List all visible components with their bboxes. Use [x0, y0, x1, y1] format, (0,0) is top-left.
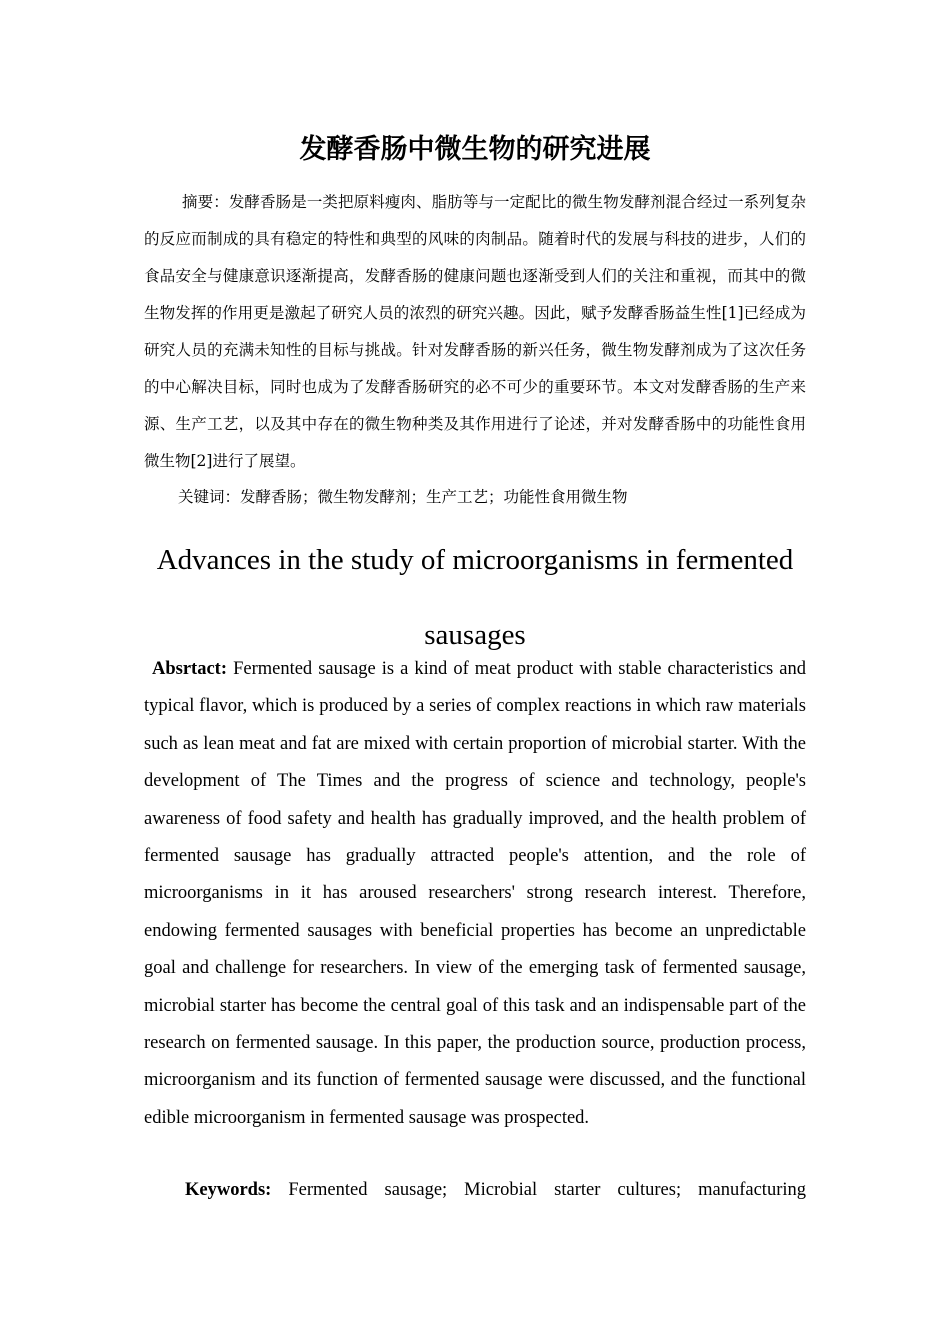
- english-abstract: [144, 651, 806, 1137]
- chinese-keywords-label: 关键词：: [178, 488, 241, 506]
- english-keywords-label: Keywords:: [185, 1180, 272, 1200]
- english-keywords-text: Fermented sausage; Microbial starter cultures; manufacturing: [288, 1180, 807, 1200]
- english-abstract-text: Fermented sausage is a kind of meat product with stable characteristics and typical flavor, which is produced by a series of complex reactions in which raw materials such as lean meat and fat are mixed with certain proportion of microbial starter. With the development of The Times and the progress of science and technology, people's awareness of food safety and health has gradually improved, and the health problem of fermented sausage has gradually attracted people's attention, and the role of microorganisms in it has aroused researchers' strong research interest. Therefore, endowing fermented sausages with beneficial properties has become an unpredictable goal and challenge for researchers. In view of the emerging task of fermented sausage, microbial starter has become the central goal of this task and an indispensable part of the research on fermented sausage. In this paper, the production source, production process, microorganism and its function of fermented sausage were discussed, and the functional edible microorganism in fermented sausage was prospected.: [144, 659, 807, 1128]
- chinese-keywords-text: 发酵香肠；微生物发酵剂；生产工艺；功能性食用微生物: [240, 488, 628, 506]
- english-keywords: [144, 1172, 806, 1209]
- chinese-keywords: [178, 480, 806, 514]
- chinese-abstract-label: 摘要：: [182, 193, 229, 211]
- chinese-title: 发酵香肠中微生物的研究进展: [299, 134, 651, 165]
- chinese-abstract-text: 发酵香肠是一类把原料瘦肉、脂肪等与一定配比的微生物发酵剂混合经过一系列复杂的反应而制成的具有稳定的特性和典型的风味的肉制品。随着时代的发展与科技的进步，人们的食品安全与健康意识逐渐提高，发酵香肠的健康问题也逐渐受到人们的关注和重视，而其中的微生物发挥的作用更是激起了研究人员的浓烈的研究兴趣。因此，赋予发酵香肠益生性[1]已经成为研究人员的充满未知性的目标与挑战。针对发酵香肠的新兴任务，微生物发酵剂成为了这次任务的中心解决目标，同时也成为了发酵香肠研究的必不可少的重要环节。本文对发酵香肠的生产来源、生产工艺，以及其中存在的微生物种类及其作用进行了论述，并对发酵香肠中的功能性食用微生物[2]进行了展望。: [144, 193, 806, 470]
- english-title: Advances in the study of microorganisms in fermented sausages: [156, 544, 794, 651]
- english-abstract-label: Absrtact:: [152, 659, 228, 679]
- chinese-abstract: [144, 184, 806, 480]
